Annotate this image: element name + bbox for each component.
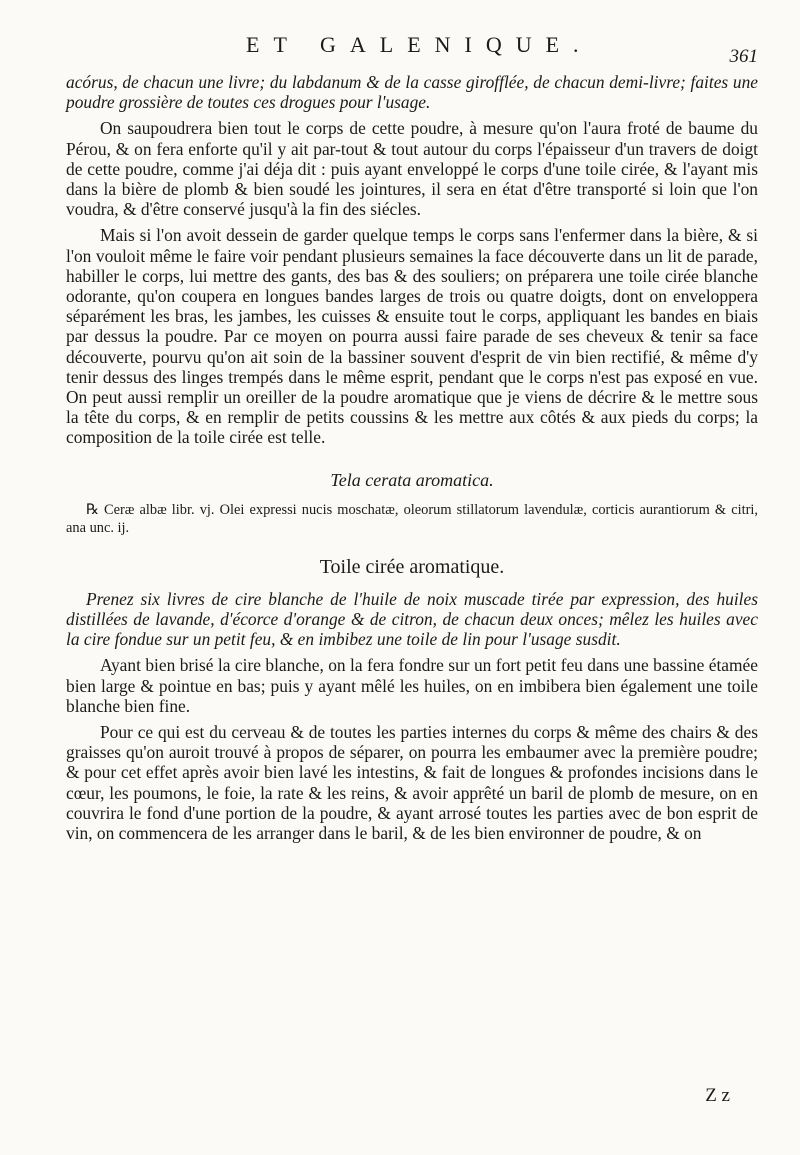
paragraph-cire: Ayant bien brisé la cire blanche, on la fera fondre sur un fort petit feu dans une bassine étamée bien large & pointue en bas; puis y ayant mêlé les huiles, on en imbibera bien également une toile blanche bien fine. xyxy=(66,655,758,716)
catchword: Z z xyxy=(705,1085,730,1106)
paragraph-cerveau: Pour ce qui est du cerveau & de toutes les parties internes du corps & même des chairs & des graisses qu'on auroit trouvé à propos de séparer, on pourra les embaumer avec la première poudre; & pour cet effet après avoir bien lavé les intestins, & fait de longues & profondes incisions dans le cœur, les poumons, le foie, la rate & les reins, & avoir apprêté un baril de plomb de mesure, on en couvrira le fond d'une portion de la poudre, & ayant arrosé toutes les parties avec de bon esprit de vin, on commencera de les arranger dans le baril, & de les bien environner de poudre, & on xyxy=(66,722,758,844)
running-title: ET GALENIQUE. xyxy=(246,32,593,57)
french-recipe-title: Toile cirée aromatique. xyxy=(319,555,505,578)
french-recipe: Prenez six livres de cire blanche de l'huile de noix muscade tirée par expression, des huiles distillées de lavande, d'écorce d'orange & de citron, de chacun deux onces; mêlez les huiles avec la cire fondue sur un petit feu, & en imbibez une toile de lin pour l'usage susdit. xyxy=(66,588,758,650)
paragraph-toile-ciree: Mais si l'on avoit dessein de garder quelque temps le corps sans l'enfermer dans la bière, & si l'on vouloit même le faire voir pendant plusieurs semaines la face découverte dans un lit de parade, habiller le corps, lui mettre des gants, des bas & des souliers; on préparera une toile cirée blanche odorante, qu'on coupera en longues bandes larges de trois ou quatre doigts, dont on enveloppera séparément les bras, les jambes, les cuisses & ensuite tout le corps, appliquant les bandes en biais par dessus la poudre. Par ce moyen on pourra aussi faire parade de ses cheveux & tenir sa face découverte, pourvu qu'on ait soin de la bassiner souvent d'esprit de vin bien rectifié, & même d'y tenir dessus des linges trempés dans le même esprit, pendant que le corps n'est pas exposé en vue. On peut aussi remplir un oreiller de la poudre aromatique que je viens de décrire & le mettre sous la tête du corps, & en remplir de petits coussins & les mettre aux côtés & aux pieds du corps; la composition de la toile cirée est telle. xyxy=(66,225,758,448)
opening-text: acórus, de chacun une livre; du labdanum & de la casse girofflée, de chacun demi-livre; faites une poudre grossière de toutes ces drogues pour l'usage. xyxy=(66,72,758,113)
page-number: 361 xyxy=(729,46,758,67)
running-head xyxy=(66,26,758,68)
latin-recipe: ℞ Ceræ albæ libr. vj. Olei expressi nucis moschatæ, oleorum stillatorum lavendulæ, corticis aurantiorum & citri, ana unc. ij. xyxy=(66,501,758,537)
recipe-title: Tela cerata aromatica. xyxy=(330,469,494,490)
paragraph-saupoudrer: On saupoudrera bien tout le corps de cette poudre, à mesure qu'on l'aura froté de baume du Pérou, & on fera enforte qu'il y ait par-tout & tout autour du corps l'épaisseur d'un travers de doigt de cette poudre, comme j'ai déja dit : puis ayant enveloppé le corps d'une toile cirée, & l'ayant mis dans la bière de plomb & bien soudé les jointures, il sera en état d'être transporté si loin que l'on voudra, & d'être conservé jusqu'à la fin des siécles. xyxy=(66,118,758,220)
